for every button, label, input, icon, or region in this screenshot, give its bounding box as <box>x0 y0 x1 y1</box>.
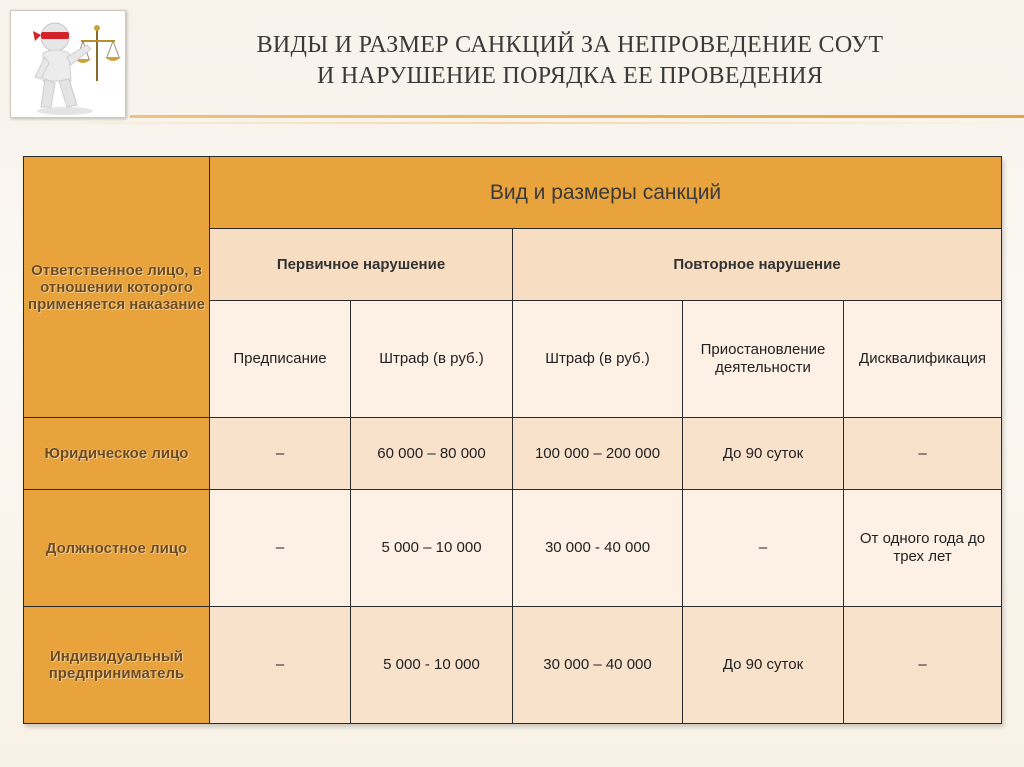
table-cell: От одного года до трех лет <box>844 490 1002 607</box>
column-header: Предписание <box>210 301 351 418</box>
table-cell: – <box>844 607 1002 724</box>
title-divider <box>130 115 1024 118</box>
group-repeat-violation: Повторное нарушение <box>513 229 1002 301</box>
table-cell: 5 000 - 10 000 <box>351 607 513 724</box>
table-cell: До 90 суток <box>683 607 844 724</box>
row-label: Юридическое лицо <box>24 418 210 490</box>
group-primary-violation: Первичное нарушение <box>210 229 513 301</box>
table-cell: До 90 суток <box>683 418 844 490</box>
table-cell: 5 000 – 10 000 <box>351 490 513 607</box>
table-row <box>24 490 1002 607</box>
title-line-1: ВИДЫ И РАЗМЕР САНКЦИЙ ЗА НЕПРОВЕДЕНИЕ СОУТ <box>256 32 884 58</box>
table-cell: 60 000 – 80 000 <box>351 418 513 490</box>
column-header: Штраф (в руб.) <box>513 301 683 418</box>
column-header: Дисквалификация <box>844 301 1002 418</box>
figure-with-scales-icon <box>11 11 125 117</box>
table-row <box>24 607 1002 724</box>
page-title <box>140 30 1000 92</box>
table-cell: – <box>210 418 351 490</box>
column-header: Штраф (в руб.) <box>351 301 513 418</box>
responsible-party-header: Ответственное лицо, в отношении которого применяется наказание <box>24 157 210 418</box>
title-divider-glow <box>0 122 1024 124</box>
column-header: Приостановление деятельности <box>683 301 844 418</box>
title-line-2: И НАРУШЕНИЕ ПОРЯДКА ЕЕ ПРОВЕДЕНИЯ <box>316 63 824 89</box>
table-cell: – <box>844 418 1002 490</box>
table-cell: – <box>683 490 844 607</box>
table-cell: 100 000 – 200 000 <box>513 418 683 490</box>
row-label: Должностное лицо <box>24 490 210 607</box>
table-cell: – <box>210 607 351 724</box>
logo-image <box>10 10 126 118</box>
table-cell: 30 000 - 40 000 <box>513 490 683 607</box>
sanctions-table <box>23 156 1002 724</box>
table-cell: – <box>210 490 351 607</box>
table-row <box>24 418 1002 490</box>
sanctions-header: Вид и размеры санкций <box>210 157 1002 229</box>
row-label: Индивидуальный предприниматель <box>24 607 210 724</box>
table-cell: 30 000 – 40 000 <box>513 607 683 724</box>
